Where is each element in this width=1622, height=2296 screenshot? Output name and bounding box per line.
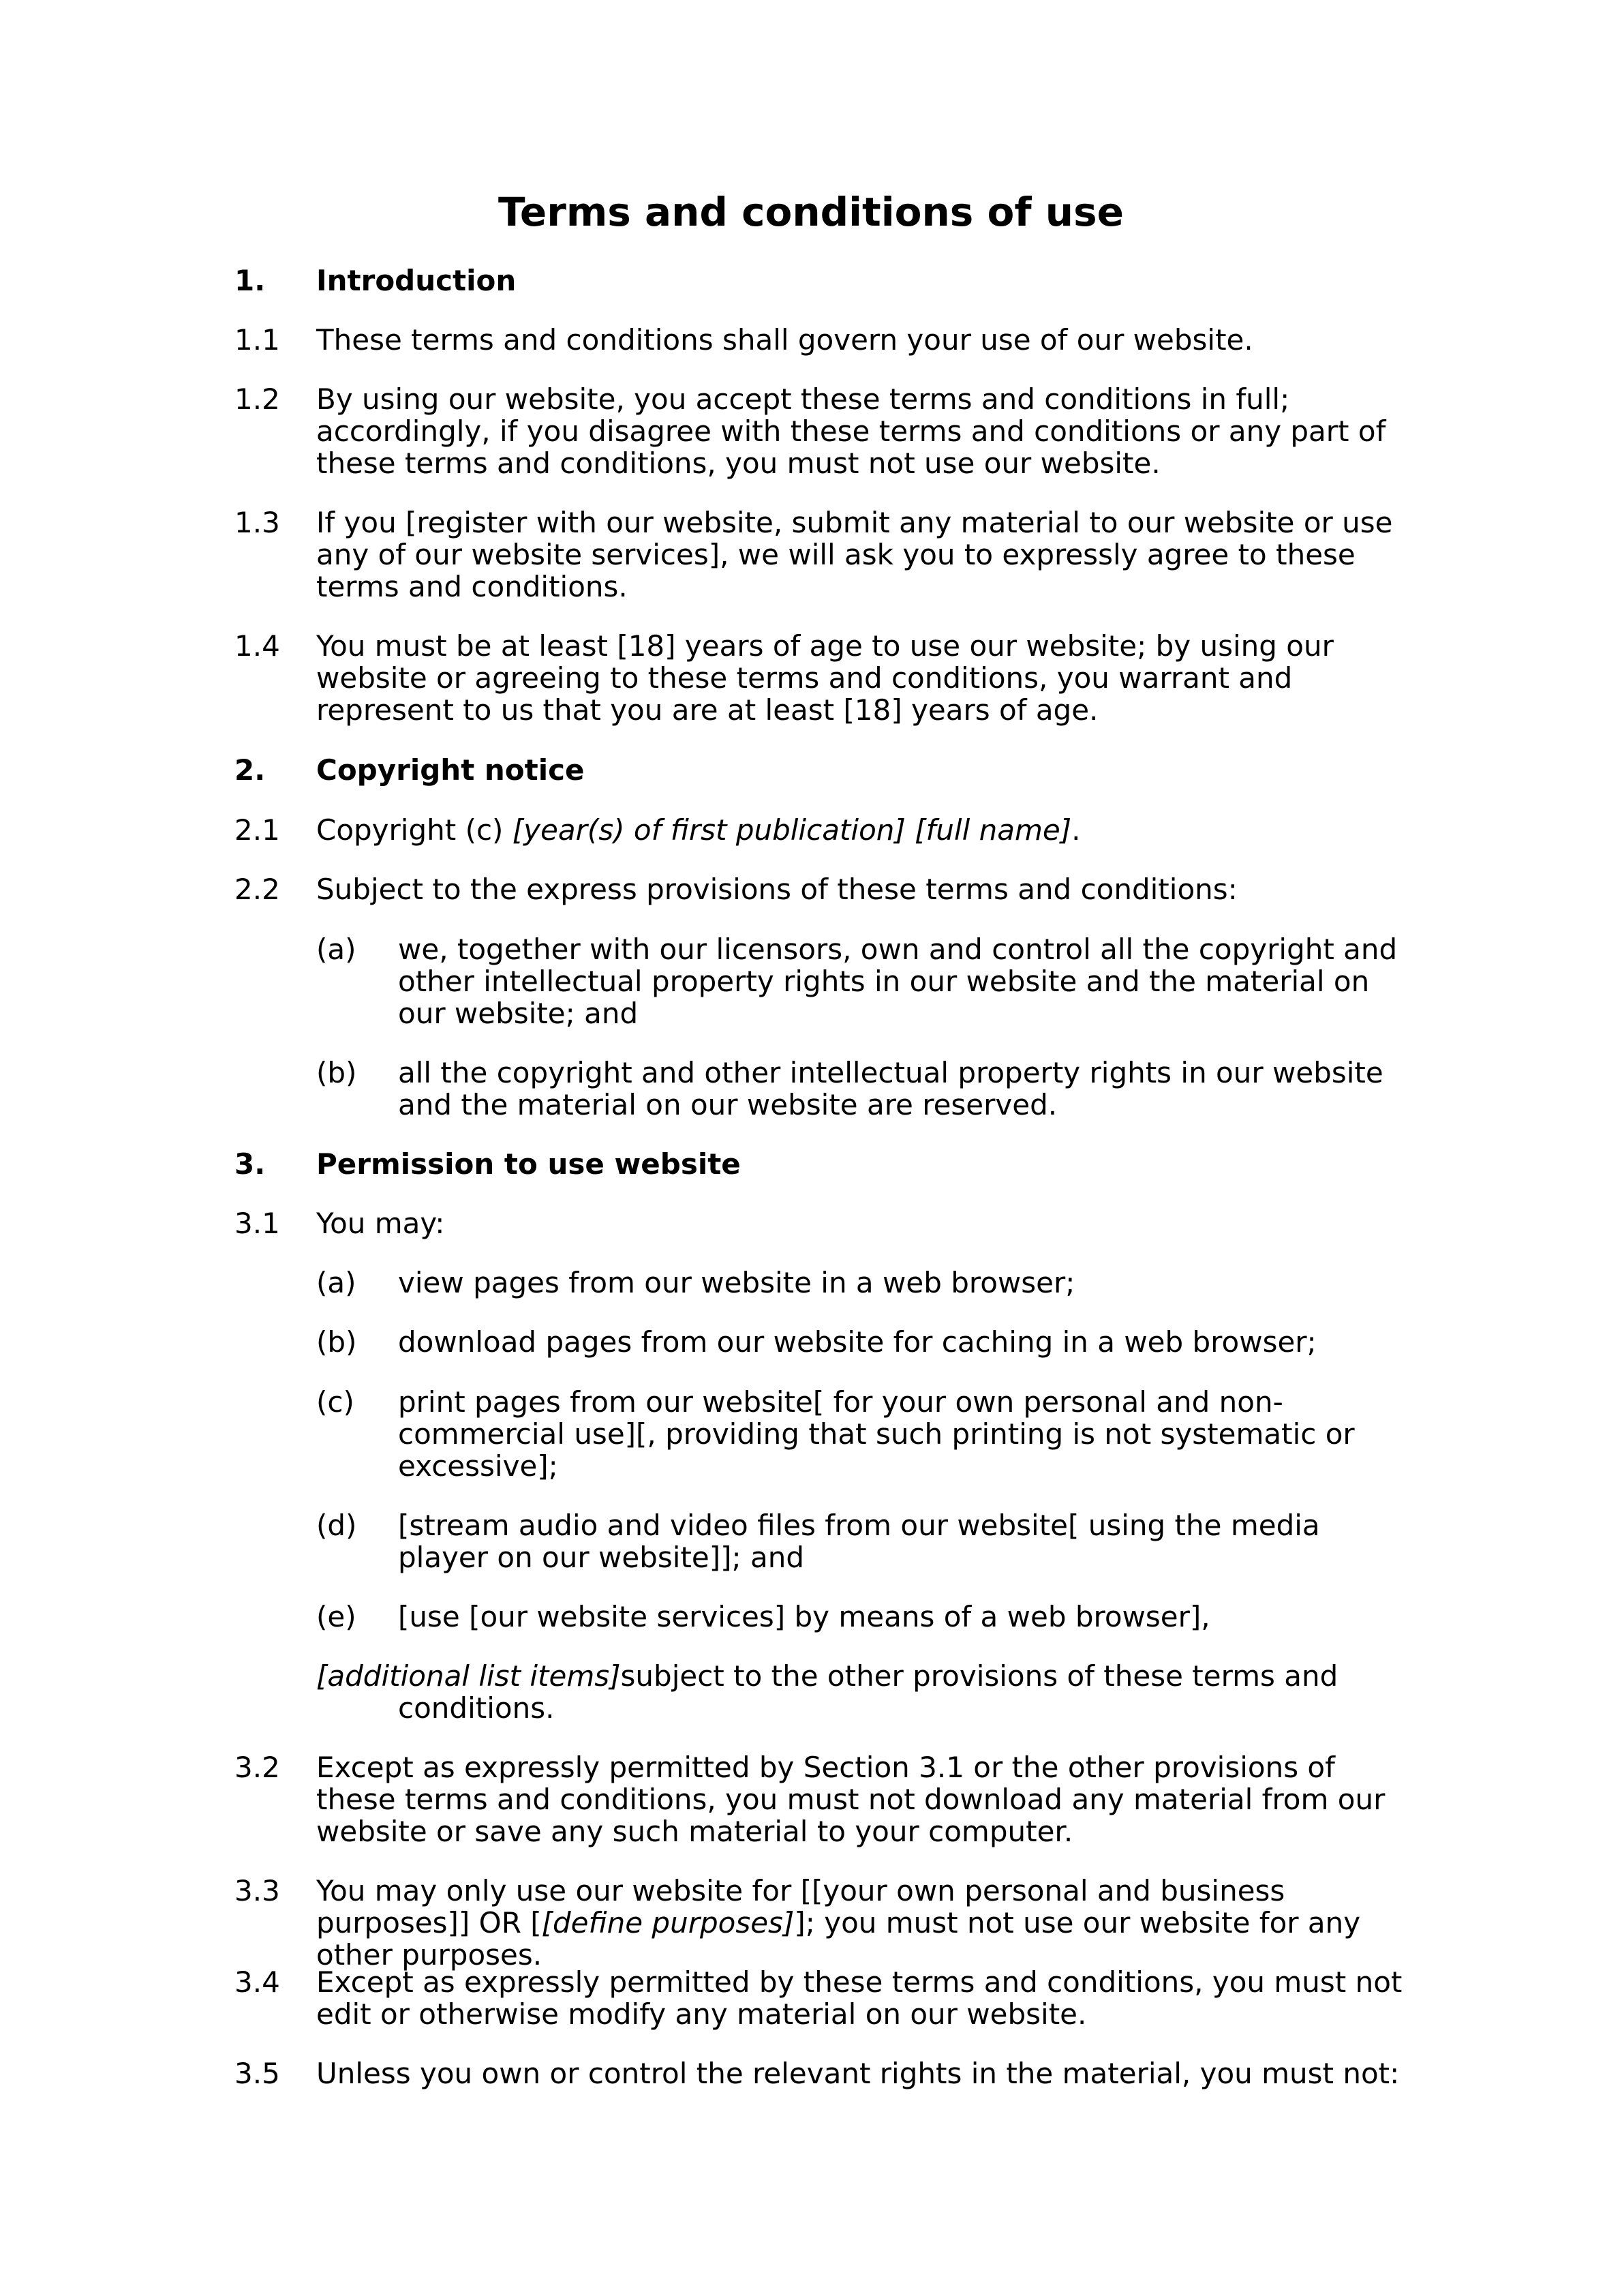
clause	[234, 507, 1407, 603]
sub-clause	[316, 1601, 1407, 1633]
sub-clause-letter: (a)	[316, 933, 356, 966]
clause	[234, 1751, 1407, 1847]
section-title: Introduction	[316, 264, 517, 297]
define-purposes-placeholder: [define purposes]	[541, 1906, 795, 1939]
sub-clause-letter: (b)	[316, 1056, 357, 1089]
clause-number: 3.1	[234, 1207, 280, 1240]
additional-items-placeholder: [additional list items]	[316, 1659, 621, 1693]
sub-clause-letter: (b)	[316, 1325, 357, 1359]
clause-text	[316, 1875, 1407, 1971]
sub-clause	[316, 1326, 1407, 1358]
section-title: Permission to use website	[316, 1147, 741, 1181]
list-trailer	[316, 1660, 1407, 1724]
section-number: 2.	[234, 753, 266, 787]
section-number: 1.	[234, 264, 266, 297]
clause	[234, 814, 1407, 846]
clause	[234, 2057, 1407, 2089]
sub-clause-letter: (e)	[316, 1600, 356, 1633]
clause-number: 1.1	[234, 323, 280, 357]
clause-text: Except as expressly permitted by Section 3.1 or the other provisions of these terms and conditions, you must not download any material from our website or save any such material to your computer.	[316, 1751, 1386, 1848]
section-heading	[234, 754, 1407, 786]
clause-text: You must be at least [18] years of age to use our website; by using our website or agreeing to these terms and conditions, you warrant and represent to us that you are at least [18] years of age.	[316, 629, 1334, 727]
clause	[234, 383, 1407, 479]
sub-clause-text: view pages from our website in a web browser;	[398, 1266, 1075, 1299]
clause-text: These terms and conditions shall govern your use of our website.	[316, 323, 1253, 357]
sub-clause-text: we, together with our licensors, own and control all the copyright and other intellectual property rights in our website and the material on our website; and	[398, 933, 1398, 1030]
clause-number: 3.3	[234, 1874, 280, 1907]
clause-text: Unless you own or control the relevant rights in the material, you must not:	[316, 2057, 1400, 2090]
clause-number: 2.2	[234, 873, 280, 906]
clause	[234, 873, 1407, 905]
clause-number: 1.2	[234, 382, 280, 416]
list-trailer-text	[316, 1660, 1407, 1724]
section-title: Copyright notice	[316, 753, 585, 787]
copyright-suffix: .	[1071, 813, 1081, 847]
sub-clause	[316, 933, 1407, 1029]
sub-clause-text: download pages from our website for caching in a web browser;	[398, 1325, 1317, 1359]
document-title: Terms and conditions of use	[498, 189, 1124, 235]
clause	[234, 630, 1407, 726]
clause	[234, 324, 1407, 356]
clause-text: If you [register with our website, submit any material to our website or use any of our website services], we will ask you to expressly agree to these terms and conditions.	[316, 506, 1393, 603]
sub-clause-text: print pages from our website[ for your own personal and non-commercial use][, providing that such printing is not systematic or excessive];	[398, 1385, 1355, 1483]
sub-clause-letter: (d)	[316, 1509, 357, 1542]
clause-number: 2.1	[234, 813, 280, 847]
clause-number: 3.5	[234, 2057, 280, 2090]
sub-clause-text: all the copyright and other intellectual property rights in our website and the material on our website are reserved.	[398, 1056, 1383, 1121]
clause-text	[316, 814, 1407, 846]
section-heading	[234, 1148, 1407, 1180]
section-heading	[234, 265, 1407, 297]
clause-number: 3.4	[234, 1965, 280, 1999]
sub-clause-letter: (c)	[316, 1385, 354, 1419]
sub-clause	[316, 1267, 1407, 1299]
clause-number: 1.4	[234, 629, 280, 663]
sub-clause	[316, 1509, 1407, 1573]
sub-clause-text: [stream audio and video files from our website[ using the media player on our website]]; and	[398, 1509, 1320, 1574]
clause-text: You may:	[316, 1207, 445, 1240]
clause	[234, 1207, 1407, 1239]
sub-clause-letter: (a)	[316, 1266, 356, 1299]
purpose-pre: You may only use our website for [[your own personal and business purposes]] OR [	[316, 1874, 1285, 1939]
sub-clause	[316, 1386, 1407, 1482]
clause-text: By using our website, you accept these terms and conditions in full; accordingly, if you disagree with these terms and conditions or any part of these terms and conditions, you must not use our website.	[316, 382, 1386, 480]
section-number: 3.	[234, 1147, 266, 1181]
trailer-text: subject to the other provisions of these terms and conditions.	[398, 1659, 1338, 1725]
clause-number: 1.3	[234, 506, 280, 539]
clause	[234, 1875, 1407, 1971]
clause-number: 3.2	[234, 1751, 280, 1784]
clause-text: Subject to the express provisions of these terms and conditions:	[316, 873, 1238, 906]
sub-clause-text: [use [our website services] by means of a web browser],	[398, 1600, 1210, 1633]
purpose-post: ]; you must not use our website for any other purposes.	[316, 1906, 1361, 1972]
copyright-placeholder: [year(s) of first publication] [full name]	[512, 813, 1072, 847]
copyright-prefix: Copyright (c)	[316, 813, 512, 847]
clause	[234, 1966, 1407, 2030]
clause-text: Except as expressly permitted by these terms and conditions, you must not edit or otherwise modify any material on our website.	[316, 1965, 1403, 2031]
sub-clause	[316, 1057, 1407, 1121]
